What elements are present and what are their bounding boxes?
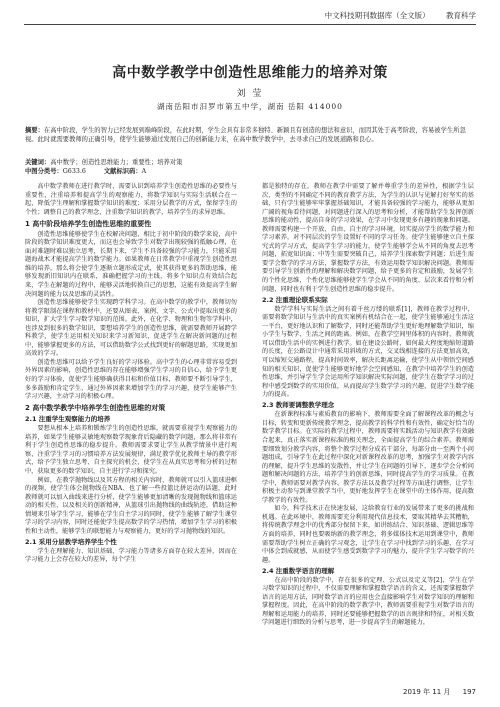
author: 刘 莹 [236,89,264,99]
keywords-text: 高中数学；创造性思维能力；重要性；培养对策 [50,159,183,166]
page-footer [393,687,476,697]
subsection-heading: 2.1 采用分层教学培养学生个性 [25,537,117,546]
page-number: 197 [462,688,476,696]
doc-code-value: A [141,168,147,175]
right-column [262,183,474,628]
abstract-text: 在高中阶段，学生的智力已经发展到巅峰阶段，在此时期，学生会具有非常多独特、新颖且有创造的想法和意识，而因其处于高考阶段，容易被学生所忽视。此时就需要教师的正确引导，使学生能够通过发展自己的创新能力来，在高中数学教学中，去寻求自己的发展道路和良心。 [25,127,466,144]
paragraph: 创造性思维能够使学生实现跨学科学习。在高中数学的教学中，教师切勿将教学限制在课程和教材中，还要从图表、案例、文字、公式中提取出更多的知识，扩大学生学习数学知识的范围。此外，在化学、物理和生物等学科中，也涉及到很多的数学知识，要想培养学生的创造性思维，就需要教师开展跨学科教学，使学生运用相关知识来学习新知识，促进学生在解决新问题的过程中，能够掌握更多的方法，可以借助数学公式找到更好的解题思路，实现更加高效的学习。 [25,299,237,358]
paragraph: 在高中阶段的数学中，存在很多的定理、公式以及定义等[2]，学生在学习数学知识的过程中，不仅需要理解和掌握数学语言的含义，还需要掌握数学语言的运用方法，同时数学语言的应用也会直接影响学生对数学知识的理解和掌握程度。因此，在高中阶段的数学教学中，教师需要重视学生对数学语言的理解和运用能力的培养，同时还要能够把握数学的语言规律和特征，对相关数学问题进行细致的分析与思考，进一步提高学生的解题能力， [262,576,474,627]
section-name: 教育科学 [446,11,476,20]
article-meta [25,158,182,176]
section-heading-1: 1 高中阶段培养学生创造性思维的重要性 [25,219,152,228]
paragraph: 如今，科学技术正在快速发展，这给教育行业的发展带来了更多的挑战和机遇。在此环境中，教师需要充分利用现代信息技术，要取其精华去其糟粕，将传统教学理念中的优秀部分保留下来，如讲练结合、知识基础、逻辑思维等方面的培养，同时也要吸纳新的教学理念，将多媒体技术运用到课堂中，教师需要帮助学生树立正确的学习观念，让学生在学习中找到学习的乐趣，在学习中体会到成就感，从而使学生感受到数学学习的魅力，提升学生学习数学的兴趣。 [262,505,474,564]
keywords [25,158,182,167]
subsection-heading: 2.2 注重理论联系实际 [262,295,328,304]
running-header [24,8,476,25]
issue-date: 2019 年 11 月 [402,688,451,696]
classification [25,167,182,176]
doc-code-label: 文献标识码： [103,168,142,175]
section-heading-2: 2 高中数学教学中培养学生创造性思维的对策 [25,404,166,413]
subsection-heading: 2.4 注重数学语言的理解 [262,566,335,575]
abstract [25,126,475,145]
paragraph: 都是独特的存在，教师在教学中需要了解并尊重学生的差异性，根据学生层次、类型的不同确定不同的教育教学方法，为学生的认识与见解打好坚实的基础，只有学生能够牢牢掌握基础知识，才能具备较强的学习能力，能够从更加广阔的视角看待问题，对问题进行深入的思考和分析，才能帮助学生发挥创新思维的能动性，提高自身的学习效果，在学习中发现更多有趣的现象和问题。教师需要构建一个开放、自由、自主的学习环境，切实提高学生的数学能力和学习素养，对不同层次的学生设置好不同的学习任务。使学生能够建立自主探究式的学习方式，提高学生学习的能力，使学生能够学会从不同的角度去思考问题，拓宽知识面；中等生需要突破自己，培养学生探索数学问题；后进生需要学会数学的学习方法，掌握数学方法，有效运用数学知识解决问题。教师需要引导学生创新性的理解和解决数学问题，给予更多的肯定和鼓励，发展学生的个性化思维，个性化思维能够使学生学会从不同的角度、层次来看待和分析问题，同时也有利于学生创造性思维的稳步提升。 [262,183,474,293]
affiliation: 湖南岳阳市汨罗市第五中学，湖南 岳阳 414000 [157,102,343,111]
paragraph: 学生在理解能力、知识基础、学习能力等诸多方面存在较大差异，因而在学习能力上会存在较大的差异，每个学生 [25,547,237,564]
keywords-label: 关键词： [25,159,51,166]
paragraph: 数学学科与实际生活之间有着千丝万缕的联系[1]，教师在教学过程中，需要将数学知识与生活中的真实案例有机结合在一起，使学生能够通过生活这一平台，更好地认识和了解数学，同时还能帮助学生更好地理解数学知识，缩小学生与数学、生活之间的距离。例如，在教学空间里体积的内容时，教师就可以借助生活中的实例进行教学。如在建设公路时，如何最大程度地缩短道路的长度，在公路设计中通常采用斜坡的方式，交叉线相连接的方法更加高效，可以缩短交通路程，提高时间效率，解决长距离运输，使学生从中领悟空间感知的相关知识，促使学生能够更好地学会空间感知，在教学中培养学生的创造性思维，并引导学生学会运用所学知识解决实际问题，使学生在数学学习的过程中感受到数学的实用价值，从而提高学生数学学习的兴趣，促进学生数学能力的提高。 [262,305,474,399]
subsection-heading: 2.3 教师要调整教学理念 [262,401,335,410]
article-title: 高中数学教学中创造性思维能力的培养对策 [112,65,388,81]
clc-value: G633.6 [62,168,86,175]
paragraph: 创造性思维可以给予学生良好的学习体验。高中学生的心理非常容易受到外界因素的影响，创造性思维的存在能够增强学生学习的自信心，给予学生更好的学习体验，促使学生能够确获得目标和价值目标，教师要不断引导学生，多多鼓励和肯定学生，通过外界因素来增加学生的学习兴趣，使学生能够产生学习兴趣，主动学习的积极心理。 [25,358,237,401]
journal-name: 中文科技期刊数据库（全文版） [324,11,430,20]
intro-paragraph: 高中数学教师在进行教学时，需要认识到培养学生创造性思维的必要性与重要性，注重培养和提高学生的观察能力，将数学知识与实际生活联合在一起，降低学生理解和掌握数学知识的难度；采用分层教学的方式，保留学生的个性；调整自己的教学理念，注重数学知识的教学，培养学生的求异思维。 [25,183,237,216]
paragraph: 在新课程标准与素质教育的影响下，教师需要全面了解课程改革的概念与目标，转变和更新传统教学理念，提高教学的科学性和有效性，确定好恰当的数学教学目标。在实际的教学过程中，教师需要将实践活动与知识教学有效融合起来，真正落实新课程标准的相关理念，全面提高学生的综合素养。教师需要细致划分教学内容，将整个教学过程分成若干部分，每部分由一至两个小问题组成，引导学生在此过程中深化对新课程改革的思考，加强学生对教学内容的理解，提升学生思维的发散性，并让学生在问题的引导下，逐步学会分析问题和解决问题的方法，培养学生的创新思维，同时提高学生的学习质量。在教学中，教师需要对教学内容、教学方法以及教学过程等方面进行调整，让学生积极主动参与到课堂教学当中，更好地发挥学生在课堂中的主体作用，提高数学教学的有效性。 [262,411,474,504]
paragraph: 创造性思维能够使学生在校解决问题，相比于初中阶段的数学来说，高中阶段的数学知识难度更大，而这也会导致学生对数学出现较强的抵触心理，在面对难题时难以独立思考，长期下来，学生不具备较强的学习能力，只能采用题海战术才能提高学生的数学能力。如果教师在日常教学中重视学生创造性思维的培养，那么将会使学生逐渐立题形成定式，使其获得更多的帮助思维，能够发现新旧知识内在联系，准确把握学习的主线，将多个知识点有效结合起来，学生在解题的过程中，能够灵活地转换自己的思想，这能有效提高学生解决问题的能力以及思维的灵活性。 [25,230,237,298]
paragraph: 要想从根本上培养和锻炼学生的创造性思维，就需要重视学生观察能力的培养，如果学生能够灵敏地观察数学现象背后隐藏的数学问题，那么将非常有利于学生创造性思维的稳步提升。教师需要求要让学生从教学情景中进行观察，注重学生学习的习惯培养方法发展规律，满足教学优化教师主导的教学形式，给予学生独立思考、自主探究的机会，使学生在从真实思考和分析的过程中，获取更多的数学知识，自主进行学习和探究。 [25,425,237,475]
left-column [25,183,237,565]
abstract-label: 摘要： [25,127,44,134]
clc-label: 中图分类号： [25,168,63,175]
subsection-heading: 2.1 注重学生观察能力的培养 [25,415,111,424]
paragraph: 例如，在教学抛物线以及其方程的相关内容时，教师就可以引入篮球进框的视频，使学生体会抛物线在NBA、也了解一些投篮比拼运动的话题，此时教师就可以加入曲线来进行分析，使学生能够更加清晰的发现抛物线和篮球运动的相关性，以及相关的创新精神，从篮球引出抛物线的曲线轨迹，借助这种情境来引导学生学习，能够在学生自主学习的同时，使学生能够了解学生课堂学习的学习内容，同时还能使学生提高数学的学习热情，增加学生学习的积极性和主动性，能够学生的联想能力与观察能力，更好的学习抛物线的知识。 [25,476,237,535]
